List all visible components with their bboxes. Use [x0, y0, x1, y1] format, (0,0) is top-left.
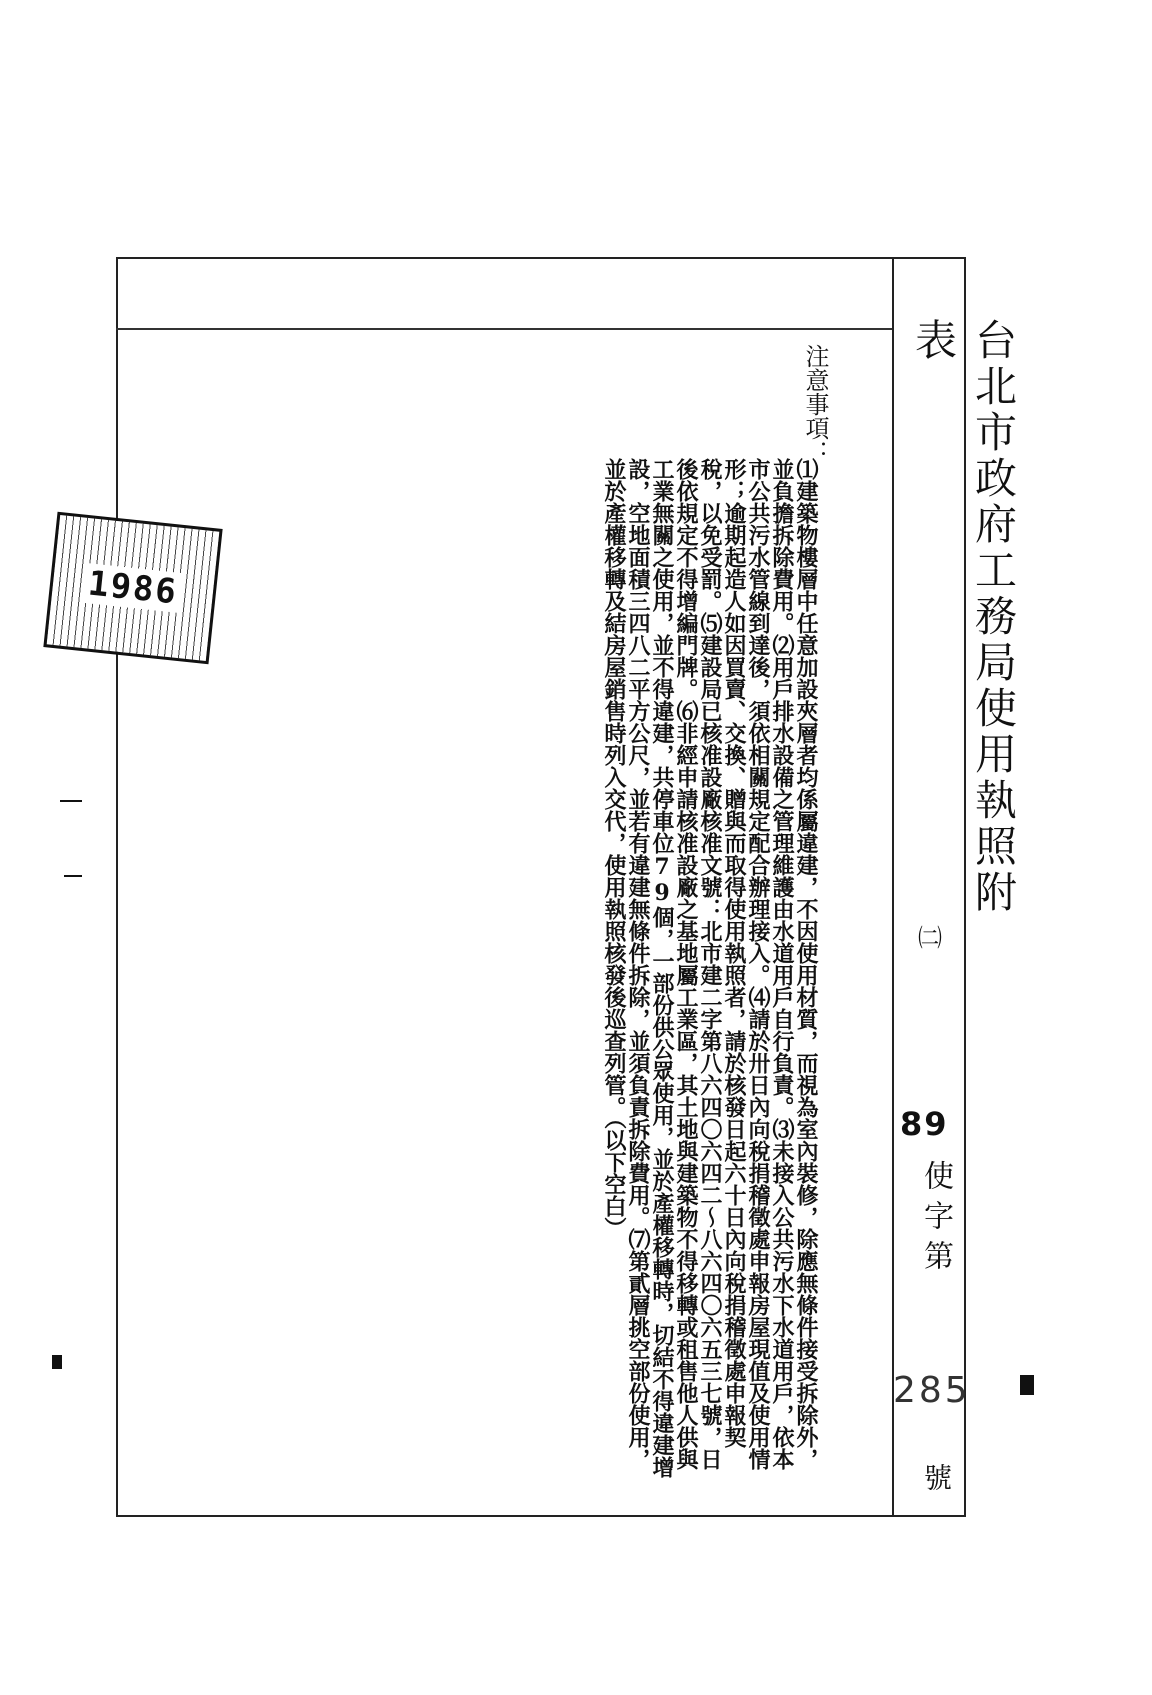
license-year: 89 — [900, 1105, 949, 1143]
notes-title: 注意事項： — [801, 344, 829, 464]
title-column-divider — [892, 257, 894, 1517]
notes-body: ⑴建築物樓層中任意加設夾層者均係屬違建，不因使用材質，而視為室內裝修，除應無條件接受拆除外，並負擔拆除費用。⑵用戶排水設備之管理維護由水道用戶自行負責。⑶未接入公共污水下水道用戶，依本市公共污水管線到達後，須依相關規定配合辦理接入。⑷請於卅日內向稅捐稽徵處申報房屋現值及使用情形；逾期起造人如因買賣、交換、贈與而取得使用執照者，請於核發日起六十日內向稅捐稽徵處申報契稅，以免受罰。⑸建設局已核准設廠核准文號：北市建二字第八六四〇六四二～八六四〇六五三七號，日後依規定不得增編門牌。⑹非經申請核准設廠之基地屬工業區，其土地與建築物不得移轉或租售他人供與工業無關之使用，並不得違建，共停車位79個，一部份供公眾使用，並於產權移轉時，切結不得違建增設，空地面積三四八二平方公尺，並若有違建無條件拆除，並須負責拆除費用。⑺第貳層挑空部份使用，並於產權移轉及結房屋銷售時列入交代，使用執照核發後巡查列管。（以下空白） — [601, 458, 819, 1478]
license-number-suffix: 號 — [920, 1463, 953, 1491]
license-number: 285 — [893, 1370, 971, 1411]
scan-speck — [64, 875, 82, 877]
scan-speck — [1020, 1375, 1034, 1395]
scan-speck — [52, 1355, 62, 1369]
document-title-suffix: ㈡ — [918, 924, 942, 952]
archive-stamp — [43, 512, 222, 665]
header-divider — [116, 328, 893, 330]
table-frame — [116, 257, 966, 1517]
document-title: 台北市政府工務局使用執照附表 — [909, 318, 1018, 916]
archive-stamp-text: 1986 — [80, 563, 186, 613]
scan-speck — [60, 800, 82, 802]
license-classification: 使字第 — [918, 1160, 953, 1280]
